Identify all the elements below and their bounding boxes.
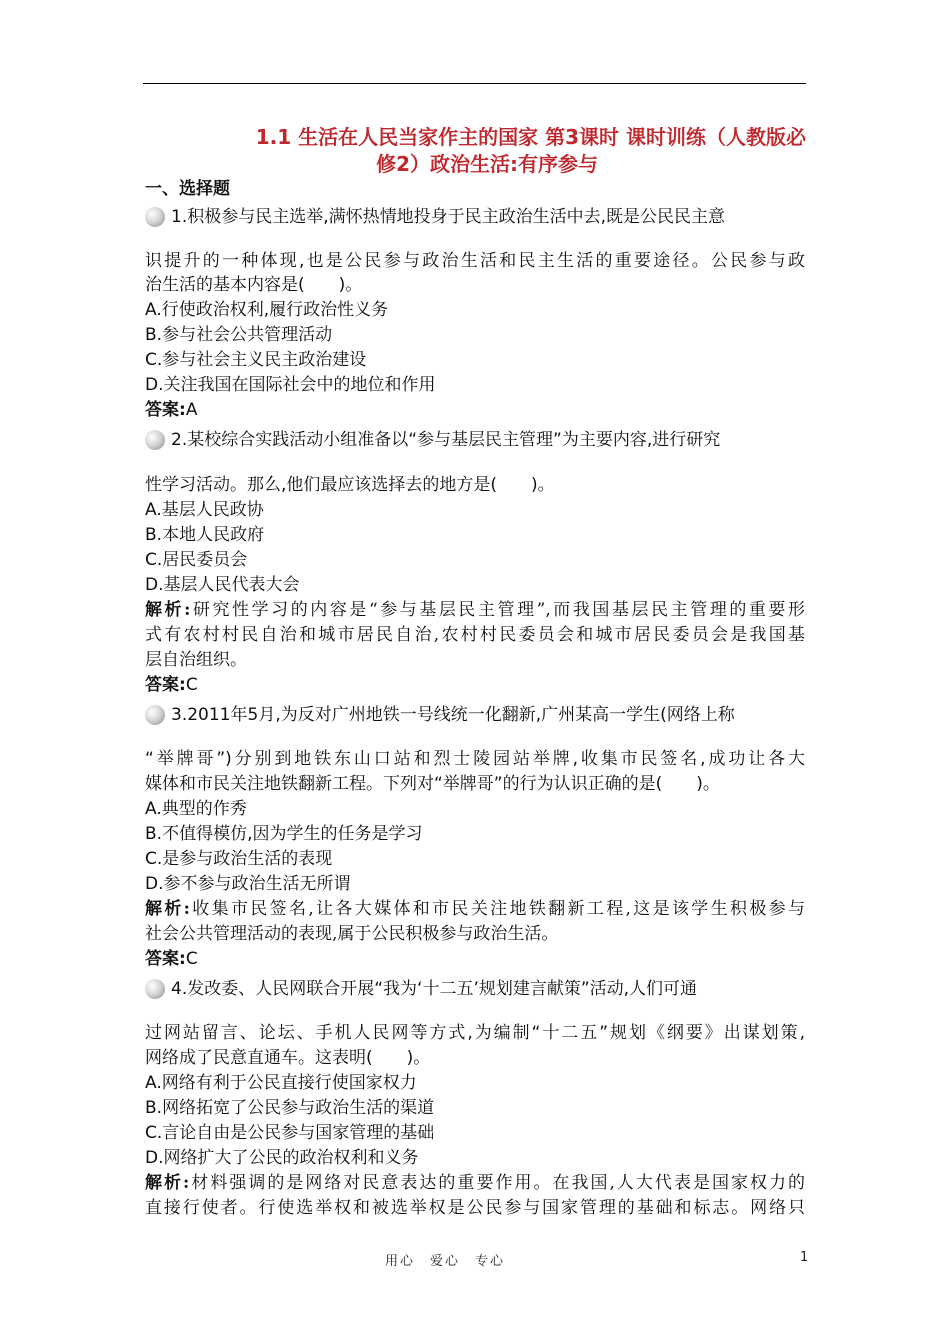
question-number: 1.	[171, 207, 188, 227]
question-bullet-icon	[145, 207, 165, 227]
question-1-answer	[145, 398, 197, 422]
question-bullet-icon	[145, 979, 165, 999]
section-heading: 一、选择题	[145, 179, 230, 199]
analysis-text: 材料强调的是网络对民意表达的重要作用。在我国,人大代表是国家权力的	[189, 1173, 805, 1193]
question-text: 发改委、人民网联合开展“我为‘十二五’规划建言献策”活动,人们可通	[187, 979, 698, 999]
analysis-text: 研究性学习的内容是“参与基层民主管理”,而我国基层民主管理的重要形	[190, 600, 805, 620]
question-1-stem-line-1	[145, 205, 725, 229]
question-3-answer	[145, 947, 198, 971]
question-3-option-a: A.典型的作秀	[145, 799, 247, 819]
question-2-option-b: B.本地人民政府	[145, 525, 265, 545]
question-number: 3.	[171, 705, 188, 725]
header-rule	[143, 83, 806, 84]
question-1-stem-line-2: 识提升的一种体现,也是公民参与政治生活和民主生活的重要途径。公民参与政	[145, 251, 805, 271]
question-4-stem-line-3: 网络成了民意直通车。这表明( )。	[145, 1048, 431, 1068]
question-1-option-a: A.行使政治权利,履行政治性义务	[145, 300, 389, 320]
question-3-stem-line-2: “举牌哥”)分别到地铁东山口站和烈士陵园站举牌,收集市民签名,成功让各大	[145, 749, 805, 769]
analysis-label: 解析:	[145, 899, 190, 919]
analysis-label: 解析:	[145, 600, 191, 620]
question-2-stem-line-1	[145, 428, 720, 452]
answer-value: C	[185, 949, 198, 969]
question-3-stem-line-1	[145, 703, 735, 727]
question-2-analysis-line-2: 式有农村村民自治和城市居民自治,农村村民委员会和城市居民委员会是我国基	[145, 625, 805, 645]
analysis-text: 收集市民签名,让各大媒体和市民关注地铁翻新工程,这是该学生积极参与	[189, 899, 806, 919]
question-4-analysis-line-1	[145, 1171, 805, 1195]
analysis-label: 解析:	[145, 1173, 190, 1193]
question-3-analysis-line-1	[145, 897, 805, 921]
question-4-option-a: A.网络有利于公民直接行使国家权力	[145, 1073, 417, 1093]
question-2-option-a: A.基层人民政协	[145, 500, 264, 520]
question-3-option-c: C.是参与政治生活的表现	[145, 849, 333, 869]
question-4-stem-line-2: 过网站留言、论坛、手机人民网等方式,为编制“十二五”规划《纲要》出谋划策,	[145, 1023, 805, 1043]
question-4-stem-line-1	[145, 977, 697, 1001]
question-4-option-c: C.言论自由是公民参与国家管理的基础	[145, 1123, 435, 1143]
question-4-option-b: B.网络拓宽了公民参与政治生活的渠道	[145, 1098, 435, 1118]
question-2-option-c: C.居民委员会	[145, 550, 248, 570]
question-bullet-icon	[145, 430, 165, 450]
question-1-stem-line-3: 治生活的基本内容是( )。	[145, 275, 363, 295]
document-title-line-1: 1.1 生活在人民当家作主的国家 第3课时 课时训练（人教版必	[255, 125, 806, 149]
question-3-option-d: D.参不参与政治生活无所谓	[145, 874, 351, 894]
answer-value: C	[185, 675, 198, 695]
question-4-option-d: D.网络扩大了公民的政治权利和义务	[145, 1148, 419, 1168]
question-2-option-d: D.基层人民代表大会	[145, 575, 300, 595]
question-1-option-d: D.关注我国在国际社会中的地位和作用	[145, 375, 436, 395]
page-number: 1	[800, 1250, 809, 1265]
question-text: 积极参与民主选举,满怀热情地投身于民主政治生活中去,既是公民民主意	[187, 207, 726, 227]
question-3-stem-line-3: 媒体和市民关注地铁翻新工程。下列对“举牌哥”的行为认识正确的是( )。	[145, 774, 720, 794]
question-2-stem-line-2: 性学习活动。那么,他们最应该选择去的地方是( )。	[145, 475, 555, 495]
question-2-answer	[145, 673, 198, 697]
document-title-line-2: 修2）政治生活:有序参与	[376, 152, 598, 176]
question-number: 2.	[171, 430, 188, 450]
question-3-option-b: B.不值得模仿,因为学生的任务是学习	[145, 824, 423, 844]
question-4-analysis-line-2: 直接行使者。行使选举权和被选举权是公民参与国家管理的基础和标志。网络只	[145, 1198, 805, 1218]
question-text: 2011年5月,为反对广州地铁一号线统一化翻新,广州某高一学生(网络上称	[187, 705, 735, 725]
question-3-analysis-line-2: 社会公共管理活动的表现,属于公民积极参与政治生活。	[145, 924, 559, 944]
question-bullet-icon	[145, 705, 165, 725]
question-1-option-b: B.参与社会公共管理活动	[145, 325, 333, 345]
answer-value: A	[185, 400, 198, 420]
question-text: 某校综合实践活动小组准备以“参与基层民主管理”为主要内容,进行研究	[187, 430, 721, 450]
answer-label: 答案:	[145, 949, 186, 969]
answer-label: 答案:	[145, 675, 186, 695]
question-1-option-c: C.参与社会主义民主政治建设	[145, 350, 367, 370]
question-2-analysis-line-3: 层自治组织。	[145, 650, 247, 670]
answer-label: 答案:	[145, 400, 186, 420]
question-number: 4.	[171, 979, 188, 999]
question-2-analysis-line-1	[145, 598, 805, 622]
footer-motto: 用心 爱心 专心	[385, 1254, 506, 1269]
